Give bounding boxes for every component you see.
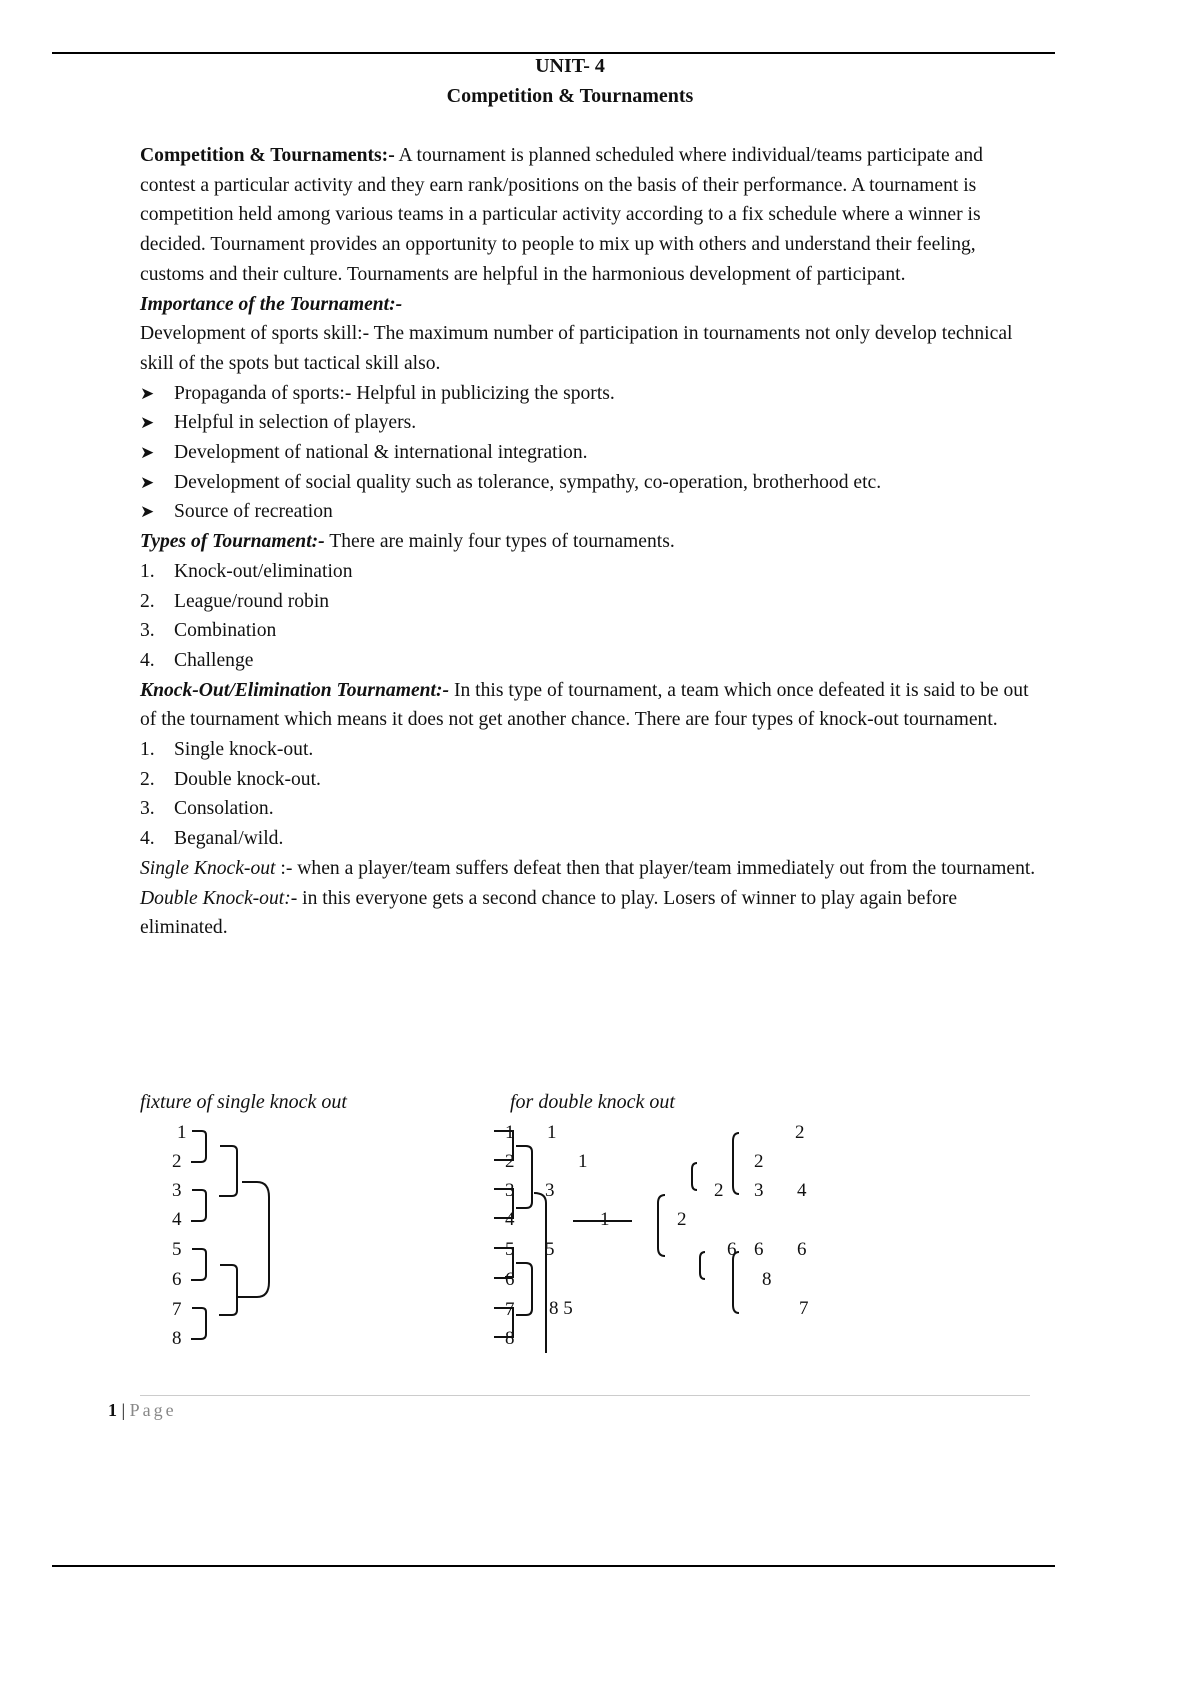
list-item: ➤ Development of national & international integration.	[140, 438, 1040, 468]
team-label: 1	[177, 1122, 187, 1143]
double-knockout-fixture	[494, 1122, 809, 1353]
arrow-bullet-icon: ➤	[140, 443, 155, 463]
double-knockout-paragraph: Double Knock-out:- in this everyone gets a second chance to play. Losers of winner to play again before eliminated.	[140, 887, 958, 939]
double-caption: for double knock out	[510, 1091, 675, 1113]
team-label: 6	[172, 1269, 182, 1290]
intro-paragraph	[140, 141, 1040, 290]
team-label: 6	[505, 1269, 515, 1290]
loser-label: 4	[797, 1180, 807, 1201]
loser-label: 6	[727, 1239, 737, 1260]
intro-text: A tournament is planned scheduled where individual/teams participate and contest a particular activity and they earn rank/positions on the basis of their performance. A tournament is competition held among various teams in a particular activity according to a fix schedule where a winner is decided. Tournament provides an opportunity to people to mix up with others and understand their feeling, customs and their culture. Tournaments are helpful in the harmonious development of participant.	[140, 145, 983, 285]
document-body	[140, 141, 1040, 943]
single-knockout-fixture	[172, 1122, 269, 1349]
list-item: 4. Beganal/wild.	[140, 828, 284, 850]
unit-title: UNIT- 4	[535, 55, 605, 77]
loser-label: 2	[754, 1151, 764, 1172]
team-label: 5	[172, 1239, 182, 1260]
loser-label: 2	[795, 1122, 805, 1143]
team-label: 3	[172, 1180, 182, 1201]
knockout-heading: Knock-Out/Elimination Tournament:-	[140, 679, 450, 701]
arrow-bullet-icon: ➤	[140, 472, 155, 492]
winner-label: 5	[545, 1239, 555, 1260]
list-item: ➤ Propaganda of sports:- Helpful in publicizing the sports.	[140, 379, 1040, 409]
winner-label: 8 5	[549, 1298, 573, 1319]
team-label: 5	[505, 1239, 515, 1260]
arrow-bullet-icon: ➤	[140, 413, 155, 433]
team-label: 3	[505, 1180, 515, 1201]
list-item: 2. League/round robin	[140, 590, 330, 612]
page-title: Competition & Tournaments	[446, 85, 694, 107]
footer-rule	[140, 1395, 1030, 1396]
list-item: 3. Combination	[140, 620, 277, 642]
team-label: 7	[505, 1299, 515, 1320]
list-item: ➤ Source of recreation	[140, 497, 1040, 527]
loser-label: 3	[754, 1180, 764, 1201]
single-caption: fixture of single knock out	[140, 1091, 347, 1113]
list-item: 1. Single knock-out.	[140, 739, 314, 761]
team-label: 8	[172, 1328, 182, 1349]
list-item: 3. Consolation.	[140, 798, 274, 820]
team-label: 4	[505, 1209, 515, 1230]
fixture-diagrams	[0, 1085, 1200, 1385]
page-label: Page	[129, 1400, 177, 1420]
loser-label: 6	[797, 1239, 807, 1260]
single-knockout-paragraph: Single Knock-out :- when a player/team suffers defeat then that player/team immediately out from the tournament.	[140, 857, 1036, 879]
loser-label: 6	[754, 1239, 764, 1260]
list-item: 4. Challenge	[140, 649, 254, 671]
team-label: 2	[505, 1151, 515, 1172]
bottom-rule	[52, 1565, 1055, 1567]
importance-list	[140, 379, 1040, 528]
knockout-list	[140, 735, 1040, 854]
intro-heading: Competition & Tournaments:-	[140, 145, 395, 166]
team-label: 1	[505, 1122, 515, 1143]
loser-label: 2	[677, 1209, 687, 1230]
top-rule	[52, 52, 1055, 54]
list-item: 2. Double knock-out.	[140, 768, 321, 790]
loser-label: 2	[714, 1180, 724, 1201]
list-item: ➤ Helpful in selection of players.	[140, 408, 1040, 438]
team-label: 4	[172, 1209, 182, 1230]
page-number: 1	[108, 1400, 117, 1420]
winner-label: 3	[545, 1180, 555, 1201]
list-item: 1. Knock-out/elimination	[140, 560, 353, 582]
importance-first: Development of sports skill:- The maximum number of participation in tournaments not only develop technical skill of the spots but tactical skill also.	[140, 323, 1013, 374]
page-footer: 1 | Page	[108, 1400, 177, 1420]
team-label: 7	[172, 1299, 182, 1320]
arrow-bullet-icon: ➤	[140, 383, 155, 403]
loser-label: 8	[762, 1269, 772, 1290]
loser-label: 7	[799, 1298, 809, 1319]
final-winner-label: 1	[600, 1209, 610, 1230]
types-heading: Types of Tournament:-	[140, 531, 325, 553]
winner-label: 1	[547, 1122, 557, 1143]
team-label: 2	[172, 1151, 182, 1172]
winner-label: 1	[578, 1151, 588, 1172]
team-label: 8	[505, 1328, 515, 1349]
arrow-bullet-icon: ➤	[140, 502, 155, 522]
knockout-paragraph: Knock-Out/Elimination Tournament:- In this type of tournament, a team which once defeated it is said to be out of the tournament which means it does not get another chance. There are four types of knock-out tournament.	[140, 679, 1029, 731]
types-list	[140, 557, 1040, 676]
types-paragraph: Types of Tournament:- There are mainly four types of tournaments.	[140, 531, 675, 553]
list-item: ➤ Development of social quality such as tolerance, sympathy, co-operation, brotherhood etc.	[140, 468, 1040, 498]
importance-heading: Importance of the Tournament:-	[140, 293, 403, 315]
